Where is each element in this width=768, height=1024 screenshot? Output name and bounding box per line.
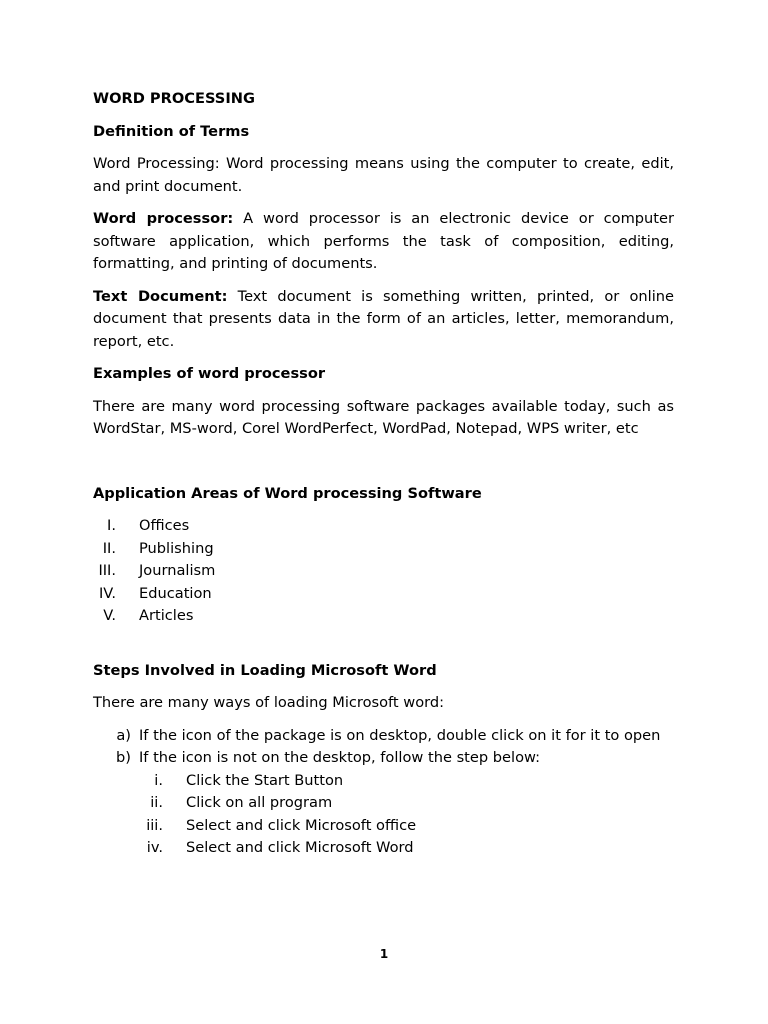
list-item [93, 515, 674, 538]
spacer [93, 451, 674, 483]
list-number: IV. [98, 584, 116, 602]
list-label: If the icon is not on the desktop, follow the step below: [139, 749, 541, 766]
application-areas-list [93, 515, 674, 628]
list-item [93, 792, 674, 815]
word-processor-term: Word processor: [93, 210, 234, 227]
text-document-text: Text document is something written, printed, or online document that presents data in the form of an articles, letter, memorandum, report, etc. [93, 287, 674, 350]
loading-ways-list [93, 725, 674, 770]
list-label: Select and click Microsoft office [186, 816, 417, 834]
text-document-definition [93, 286, 674, 354]
list-number: III. [98, 562, 116, 579]
list-label: Click the Start Button [186, 771, 344, 789]
list-item [93, 815, 674, 838]
list-number: a) [116, 726, 131, 744]
list-label: Select and click Microsoft Word [186, 839, 414, 856]
document-title: WORD PROCESSING [93, 90, 255, 107]
list-label: If the icon of the package is on desktop, double click on it for it to open [139, 726, 661, 744]
list-item [93, 837, 674, 860]
page-number: 1 [379, 947, 389, 961]
list-label: Click on all program [186, 794, 333, 811]
examples-text: There are many word processing software packages available today, such as WordStar, MS-word, Corel WordPerfect, WordPad, Notepad, WPS writer, etc [93, 397, 674, 437]
list-label: Education [139, 584, 212, 602]
list-label: Publishing [139, 539, 214, 557]
list-item [93, 725, 674, 748]
list-number: i. [154, 771, 163, 789]
list-item [93, 605, 674, 628]
list-item [93, 770, 674, 793]
sub-steps-list [93, 770, 674, 860]
list-item [93, 583, 674, 606]
list-item [93, 747, 674, 770]
steps-intro: There are many ways of loading Microsoft word: [93, 694, 445, 711]
word-processor-definition [93, 208, 674, 276]
list-label: Offices [139, 517, 190, 534]
list-number: iv. [146, 839, 163, 856]
steps-heading: Steps Involved in Loading Microsoft Word [93, 661, 437, 679]
document-body [93, 88, 674, 860]
definition-heading: Definition of Terms [93, 122, 250, 140]
list-label: Journalism [139, 562, 216, 579]
list-number: ii. [150, 794, 163, 811]
word-processor-text: A word processor is an electronic device or computer software application, which performs the task of composition, editing, formatting, and printing of documents. [93, 210, 675, 272]
text-document-term: Text Document: [93, 287, 228, 305]
examples-heading: Examples of word processor [93, 365, 326, 382]
list-number: II. [102, 539, 116, 557]
list-number: I. [107, 517, 116, 534]
list-number: iii. [146, 816, 163, 834]
list-label: Articles [139, 607, 194, 624]
list-number: V. [103, 607, 116, 624]
list-number: b) [116, 749, 131, 766]
list-item [93, 538, 674, 561]
list-item [93, 560, 674, 583]
application-heading: Application Areas of Word processing Software [93, 484, 482, 502]
word-processing-definition: Word Processing: Word processing means using the computer to create, edit, and print document. [93, 155, 674, 195]
